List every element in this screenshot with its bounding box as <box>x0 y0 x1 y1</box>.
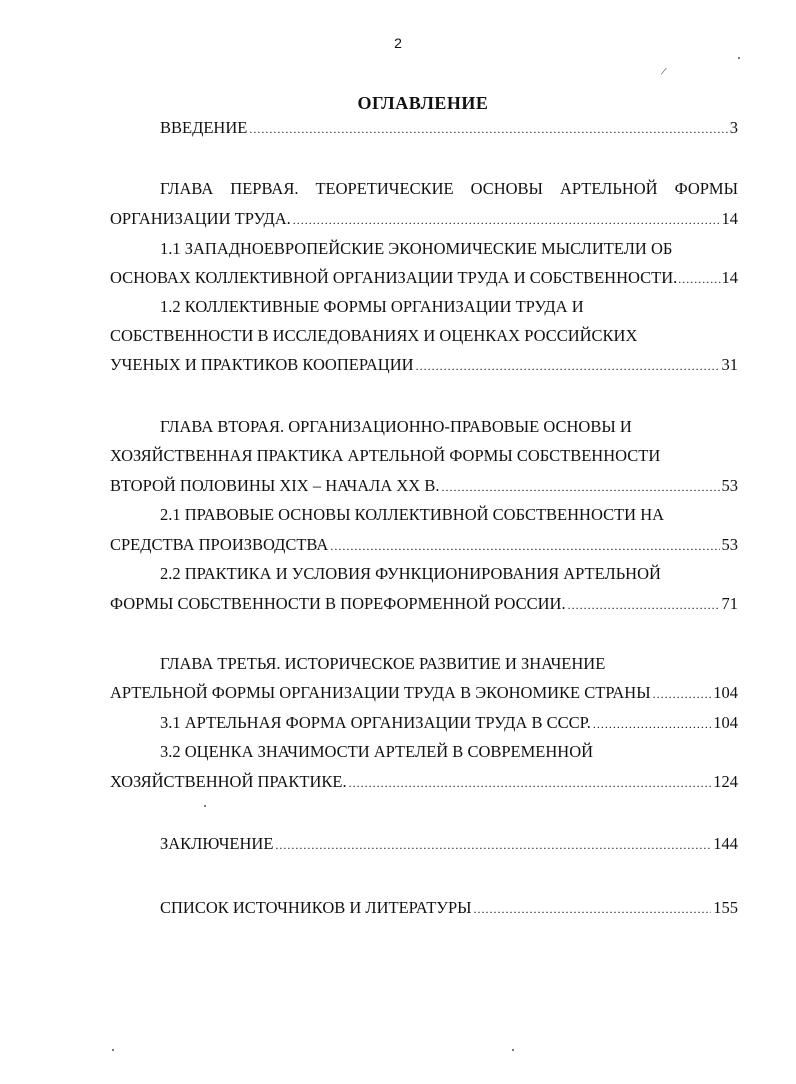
toc-page-number: 155 <box>713 898 738 917</box>
toc-entry-text: СПИСОК ИСТОЧНИКОВ И ЛИТЕРАТУРЫ <box>160 898 472 917</box>
toc-entry-chapter-3 <box>110 682 738 705</box>
toc-chapter-1-line-1: ГЛАВА ПЕРВАЯ. ТЕОРЕТИЧЕСКИЕ ОСНОВЫ АРТЕЛЬНОЙ ФОРМЫ <box>160 179 738 198</box>
toc-page-number: 53 <box>721 476 738 495</box>
dot-leader <box>330 535 719 557</box>
toc-entry-section-1-1 <box>110 267 738 290</box>
page-number: 2 <box>394 35 402 51</box>
toc-entry-sources <box>160 897 738 920</box>
scan-speck <box>512 1049 514 1051</box>
toc-entry-text: УЧЕНЫХ И ПРАКТИКОВ КООПЕРАЦИИ <box>110 355 414 374</box>
dot-leader <box>568 594 720 616</box>
toc-entry-text: ВВЕДЕНИЕ <box>160 118 248 137</box>
toc-entry-section-2-2 <box>110 593 738 616</box>
toc-page-number: 144 <box>713 834 738 853</box>
toc-page-number: 31 <box>721 355 738 374</box>
dot-leader <box>474 898 712 920</box>
dot-leader <box>275 834 711 856</box>
toc-page-number: 124 <box>713 772 738 791</box>
toc-section-1-2-line-2: СОБСТВЕННОСТИ В ИССЛЕДОВАНИЯХ И ОЦЕНКАХ РОССИЙСКИХ <box>110 326 638 345</box>
toc-page-number: 14 <box>721 268 738 287</box>
toc-section-3-2-line-1: 3.2 ОЦЕНКА ЗНАЧИМОСТИ АРТЕЛЕЙ В СОВРЕМЕННОЙ <box>160 742 594 761</box>
toc-section-1-2-line-1: 1.2 КОЛЛЕКТИВНЫЕ ФОРМЫ ОРГАНИЗАЦИИ ТРУДА И <box>160 297 584 316</box>
dot-leader <box>249 118 727 140</box>
scan-speck <box>204 805 206 807</box>
toc-entry-chapter-2 <box>110 475 738 498</box>
dot-leader <box>349 772 712 794</box>
toc-chapter-3-line-1: ГЛАВА ТРЕТЬЯ. ИСТОРИЧЕСКОЕ РАЗВИТИЕ И ЗНАЧЕНИЕ <box>160 654 606 673</box>
toc-entry-text: ФОРМЫ СОБСТВЕННОСТИ В ПОРЕФОРМЕННОЙ РОССИИ. <box>110 594 566 613</box>
toc-entry-chapter-1 <box>110 208 738 231</box>
dot-leader <box>653 683 712 705</box>
toc-section-1-1-line-1: 1.1 ЗАПАДНОЕВРОПЕЙСКИЕ ЭКОНОМИЧЕСКИЕ МЫСЛИТЕЛИ ОБ <box>160 239 673 258</box>
toc-page-number: 3 <box>729 118 738 137</box>
toc-chapter-2-line-1: ГЛАВА ВТОРАЯ. ОРГАНИЗАЦИОННО-ПРАВОВЫЕ ОСНОВЫ И <box>160 417 632 436</box>
toc-entry-conclusion <box>160 833 738 856</box>
toc-page-number: 71 <box>721 594 738 613</box>
toc-entry-intro <box>160 117 738 140</box>
dot-leader <box>441 476 719 498</box>
toc-page-number: 104 <box>713 683 738 702</box>
stray-mark: / <box>659 63 668 79</box>
toc-entry-text: АРТЕЛЬНОЙ ФОРМЫ ОРГАНИЗАЦИИ ТРУДА В ЭКОНОМИКЕ СТРАНЫ <box>110 683 651 702</box>
toc-section-2-1-line-1: 2.1 ПРАВОВЫЕ ОСНОВЫ КОЛЛЕКТИВНОЙ СОБСТВЕННОСТИ НА <box>160 505 665 524</box>
dot-leader <box>678 268 720 290</box>
scan-speck <box>112 1049 114 1051</box>
toc-entry-section-3-2 <box>110 771 738 794</box>
toc-entry-text: ХОЗЯЙСТВЕННОЙ ПРАКТИКЕ. <box>110 772 347 791</box>
dot-leader <box>293 209 720 231</box>
toc-entry-section-3-1 <box>160 712 738 735</box>
scan-speck <box>738 57 740 59</box>
toc-entry-text: ОСНОВАХ КОЛЛЕКТИВНОЙ ОРГАНИЗАЦИИ ТРУДА И СОБСТВЕННОСТИ. <box>110 268 678 287</box>
toc-entry-text: ОРГАНИЗАЦИИ ТРУДА. <box>110 209 291 228</box>
toc-section-2-2-line-1: 2.2 ПРАКТИКА И УСЛОВИЯ ФУНКЦИОНИРОВАНИЯ АРТЕЛЬНОЙ <box>160 564 661 583</box>
toc-entry-text: ВТОРОЙ ПОЛОВИНЫ XIX – НАЧАЛА XX В. <box>110 476 440 495</box>
dot-leader <box>593 713 711 735</box>
toc-chapter-2-line-2: ХОЗЯЙСТВЕННАЯ ПРАКТИКА АРТЕЛЬНОЙ ФОРМЫ СОБСТВЕННОСТИ <box>110 446 661 465</box>
toc-page-number: 104 <box>713 713 738 732</box>
toc-page-number: 53 <box>721 535 738 554</box>
dot-leader <box>416 355 720 377</box>
toc-entry-text: ЗАКЛЮЧЕНИЕ <box>160 834 274 853</box>
toc-entry-section-1-2 <box>110 354 738 377</box>
toc-entry-text: СРЕДСТВА ПРОИЗВОДСТВА <box>110 535 329 554</box>
toc-title: ОГЛАВЛЕНИЕ <box>357 93 489 113</box>
toc-page-number: 14 <box>721 209 738 228</box>
toc-entry-text: 3.1 АРТЕЛЬНАЯ ФОРМА ОРГАНИЗАЦИИ ТРУДА В СССР. <box>160 713 591 732</box>
toc-entry-section-2-1 <box>110 534 738 557</box>
